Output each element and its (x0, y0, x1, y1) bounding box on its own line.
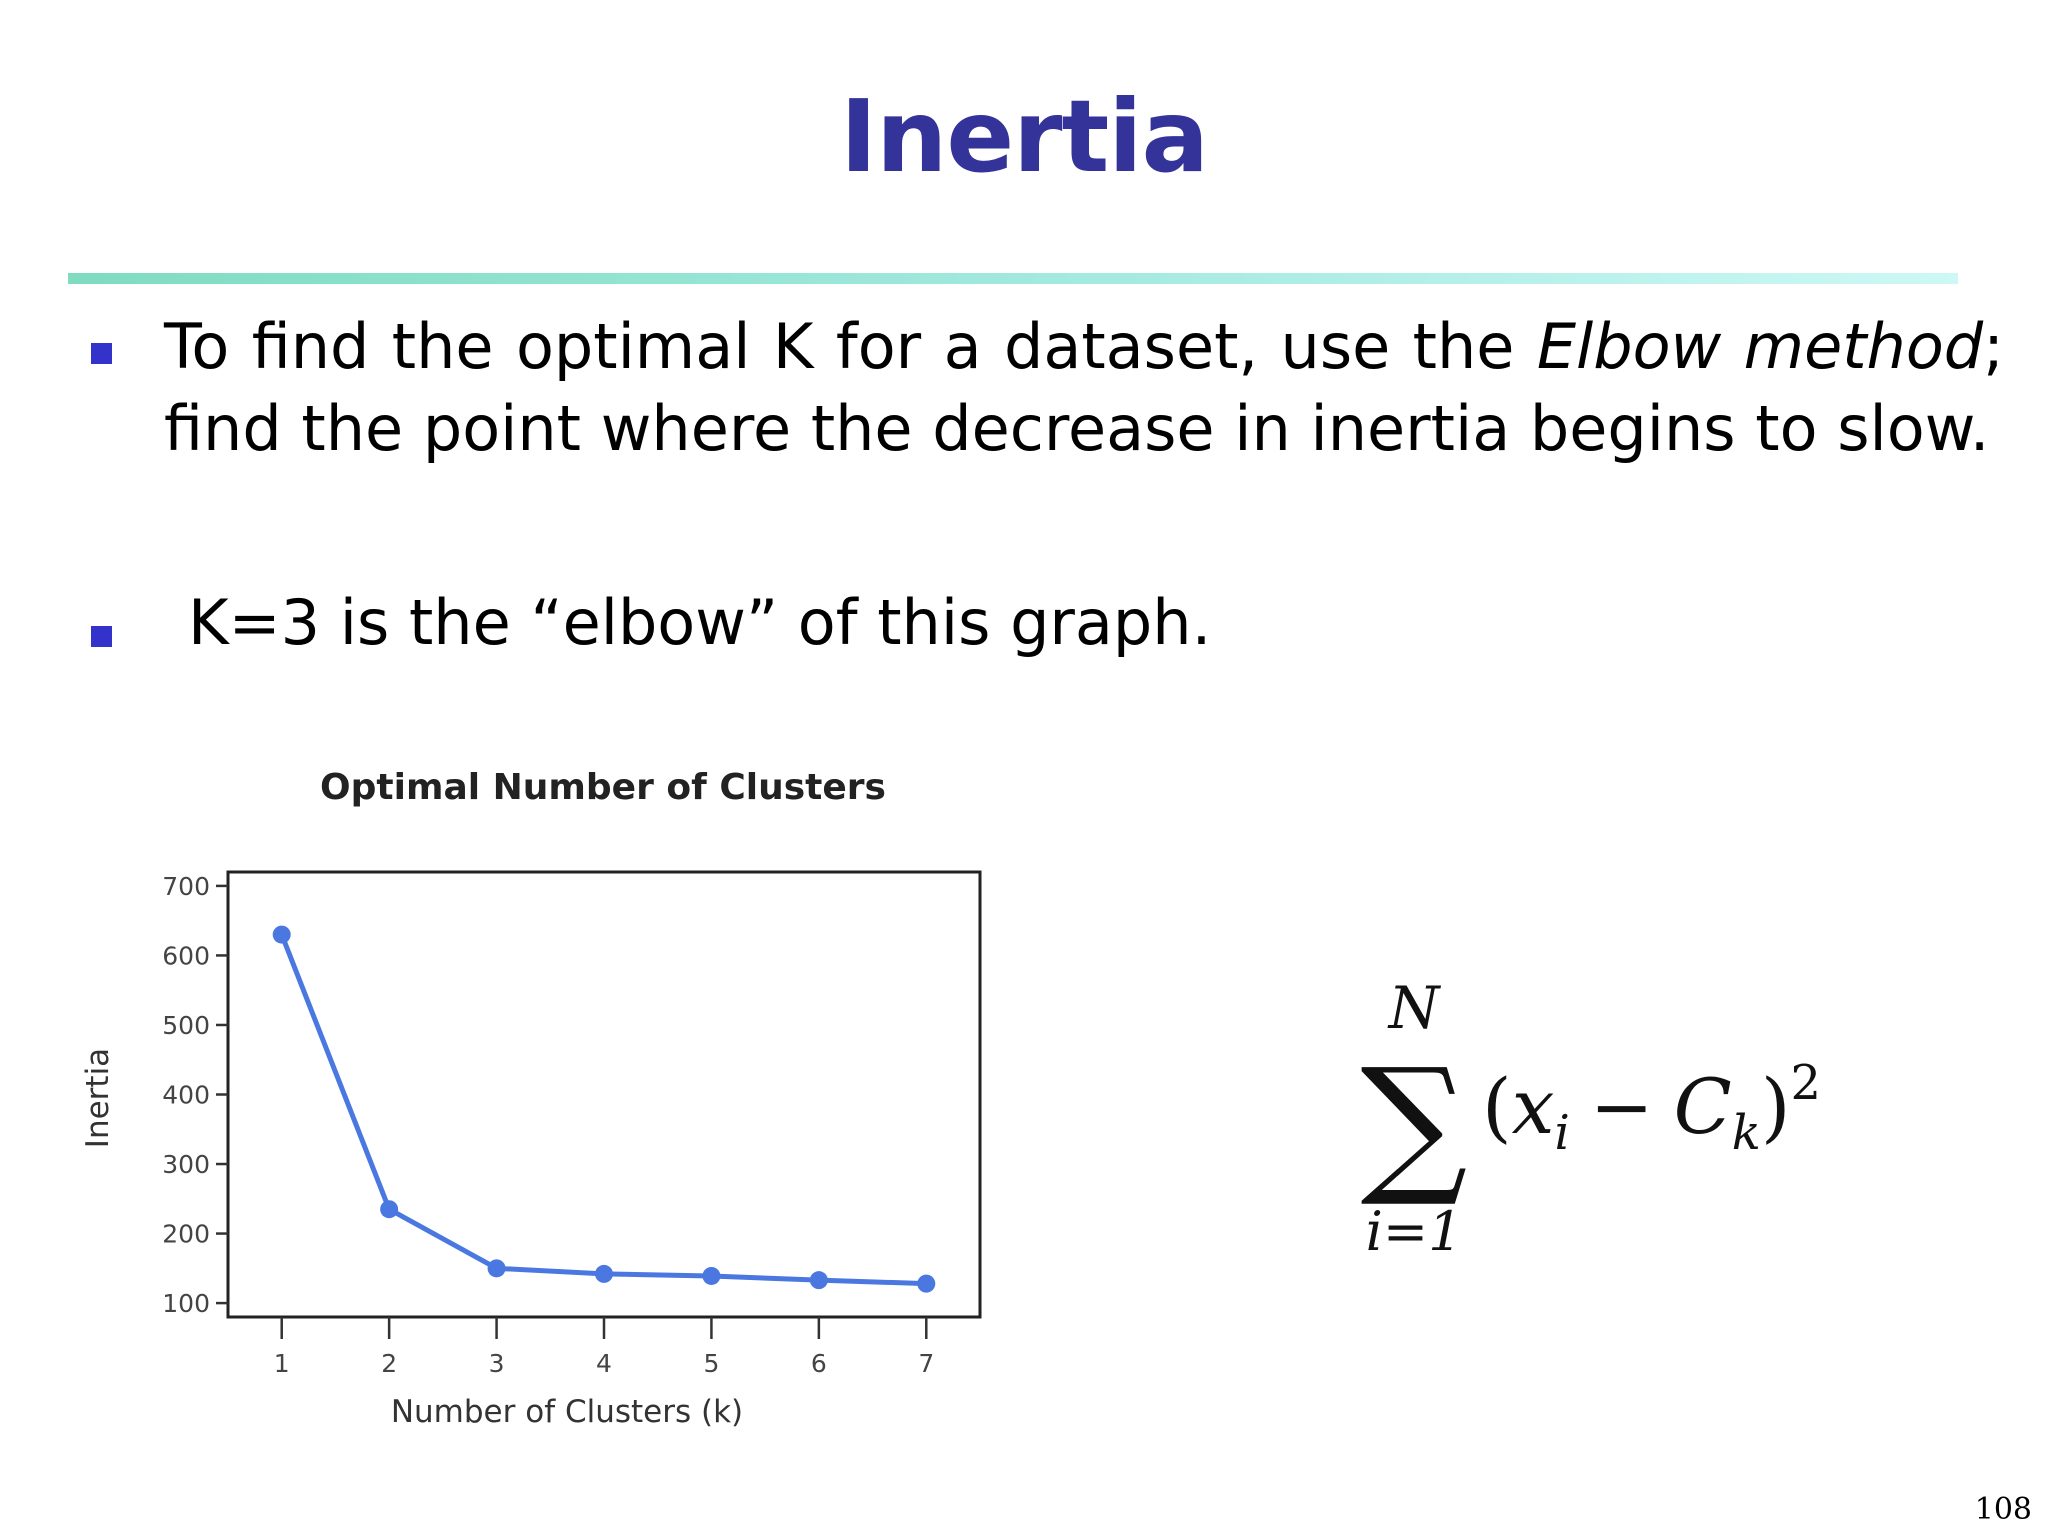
chart-title: Optimal Number of Clusters (320, 767, 886, 808)
bullet-k3-elbow: K=3 is the “elbow” of this graph. (188, 586, 1212, 659)
x-tick-label: 4 (596, 1349, 612, 1378)
y-tick-label: 600 (162, 941, 210, 971)
data-point (702, 1267, 720, 1285)
page-number: 108 (1974, 1492, 2032, 1527)
bullet-line-1: To find the optimal K for a dataset, use the Elbow method; (164, 310, 2004, 383)
formula-x: x (1511, 1062, 1555, 1151)
inertia-formula-svg (1330, 960, 1890, 1280)
x-axis (274, 1317, 934, 1378)
data-point (595, 1265, 613, 1283)
y-tick-label: 100 (162, 1289, 210, 1319)
bullet-square-icon (91, 343, 112, 364)
x-tick-label: 7 (918, 1349, 935, 1378)
formula-minus: − (1589, 1062, 1654, 1151)
slide-title: Inertia (839, 78, 1209, 195)
x-axis-label: Number of Clusters (k) (390, 1394, 744, 1430)
plot-frame (228, 872, 980, 1317)
elbow-chart (70, 750, 1010, 1450)
inertia-formula (1330, 960, 1890, 1280)
y-tick-label: 700 (162, 871, 210, 901)
data-point (488, 1259, 506, 1277)
y-tick-label: 300 (162, 1150, 210, 1180)
x-tick-label: 2 (381, 1349, 398, 1378)
y-tick-label: 200 (162, 1219, 210, 1249)
sum-upper-limit: N (1388, 974, 1440, 1042)
title-divider (68, 273, 1958, 284)
formula-exponent: 2 (1790, 1055, 1822, 1111)
formula-body: $(x_i - C_k)^2$ (1482, 1055, 1822, 1161)
formula-c-subscript: k (1731, 1105, 1761, 1161)
x-tick-label: 6 (810, 1349, 827, 1378)
bullet-elbow-method (164, 306, 2004, 470)
x-tick-label: 5 (703, 1349, 720, 1378)
inertia-series (273, 926, 936, 1293)
sum-lower-limit: i=1 (1365, 1200, 1463, 1263)
series-line (282, 935, 927, 1284)
x-tick-label: 1 (273, 1349, 290, 1378)
data-point (273, 926, 291, 944)
y-tick-label: 500 (162, 1010, 210, 1040)
y-tick-label: 400 (162, 1080, 210, 1110)
x-tick-label: 3 (488, 1349, 505, 1378)
summation-symbol: ∑ (1360, 1037, 1468, 1211)
y-axis (162, 872, 228, 1318)
elbow-chart-svg (70, 750, 1010, 1450)
data-point (917, 1275, 935, 1293)
bullet-square-icon (91, 626, 112, 647)
formula-c: C (1673, 1062, 1732, 1151)
data-point (810, 1271, 828, 1289)
elbow-method-emphasis: Elbow method (1536, 310, 1984, 383)
bullet-line-2: find the point where the decrease in inertia begins to slow. (164, 392, 1990, 465)
data-point (380, 1200, 398, 1218)
y-axis-label: Inertia (80, 1047, 116, 1149)
formula-x-subscript: i (1554, 1105, 1570, 1161)
